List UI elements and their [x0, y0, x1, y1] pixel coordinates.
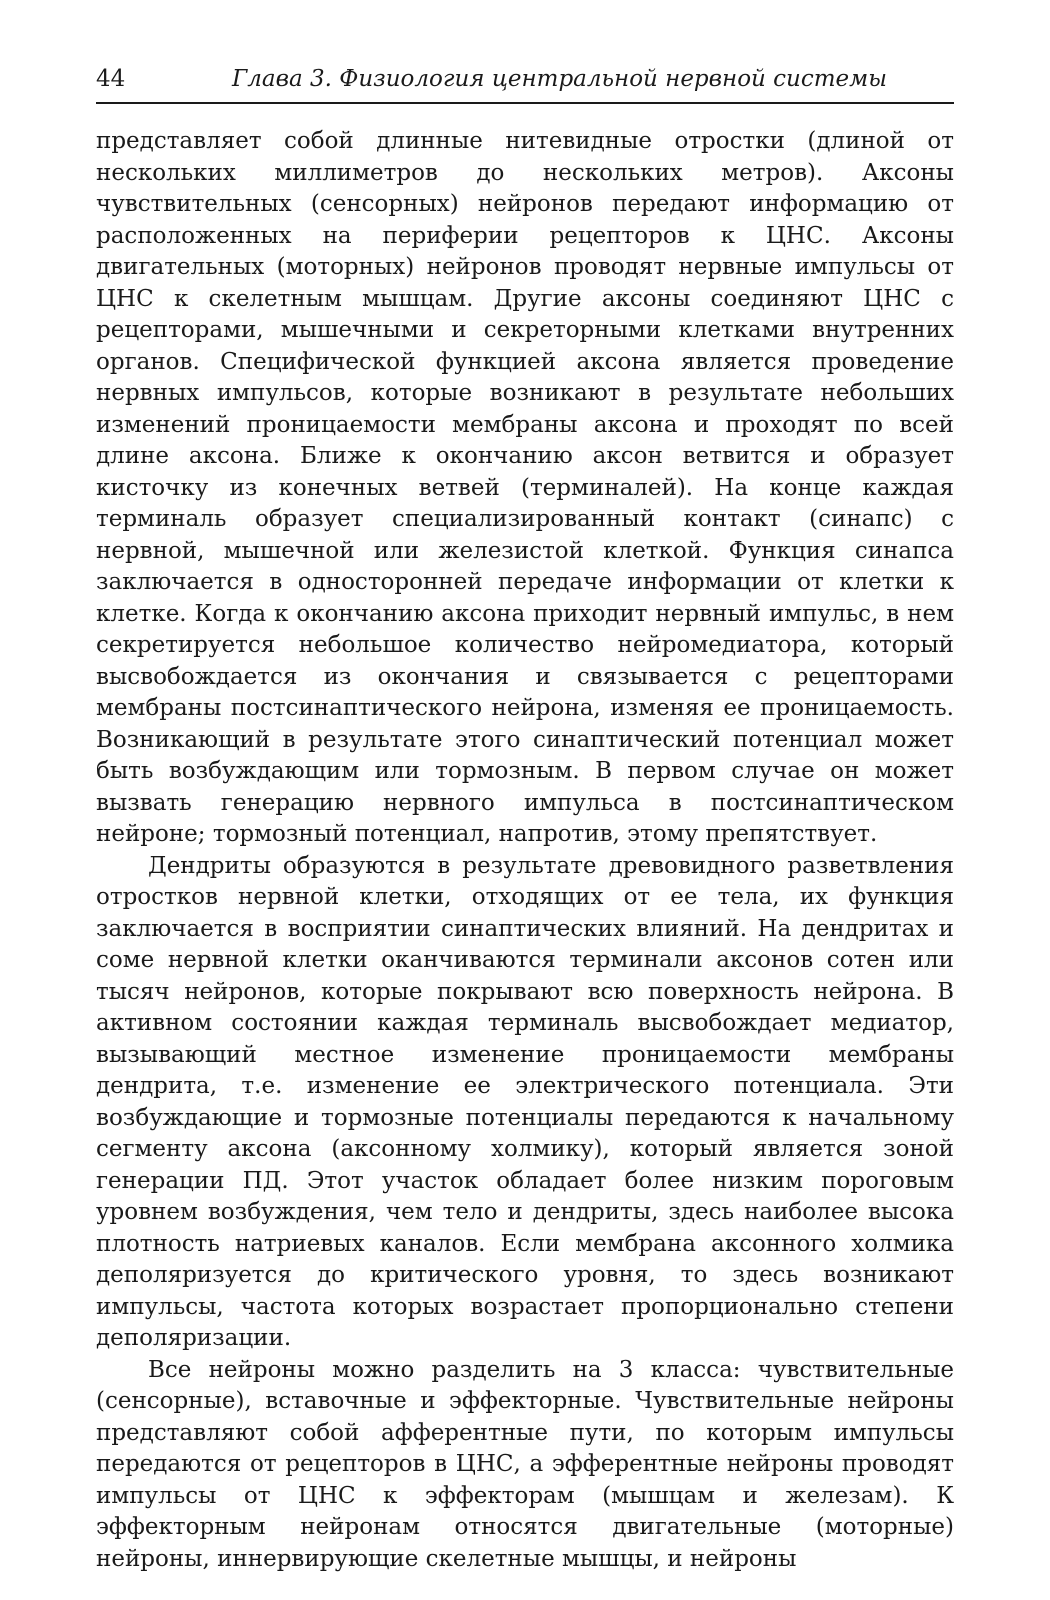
- paragraph-neuron-classes: Все нейроны можно разделить на 3 класса: чувствительные (сенсорные), вставочные и эффекторные. Чувствительные нейроны представляют собой афферентные пути, по которым импульсы передаются от рецепторов в ЦНС, а эфферентные нейроны проводят импульсы от ЦНС к эффекторам (мышцам и железам). К эффекторным нейронам относятся двигательные (моторные) нейроны, иннервирующие скелетные мышцы, и нейроны: [96, 1356, 954, 1572]
- chapter-title: Глава 3. Физиология центральной нервной системы: [232, 66, 887, 92]
- book-page: [96, 62, 954, 1572]
- paragraph-axon-continuation: представляет собой длинные нитевидные отростки (длиной от нескольких миллиметров до нескольких метров). Аксоны чувствительных (сенсорных) нейронов передают информацию от расположенных на периферии рецепторов к ЦНС. Аксоны двигательных (моторных) нейронов проводят нервные импульсы от ЦНС к скелетным мышцам. Другие аксоны соединяют ЦНС с рецепторами, мышечными и секреторными клетками внутренних органов. Специфической функцией аксона является проведение нервных импульсов, которые возникают в результате небольших изменений проницаемости мембраны аксона и проходят по всей длине аксона. Ближе к окончанию аксон ветвится и образует кисточку из конечных ветвей (терминалей). На конце каждая терминаль образует специализированный контакт (синапс) с нервной, мышечной или железистой клеткой. Функция синапса заключается в односторонней передаче информации от клетки к клетке. Когда к окончанию аксона приходит нервный импульс, в нем секретируется небольшое количество нейромедиатора, который высвобождается из окончания и связывается с рецепторами мембраны постсинаптического нейрона, изменяя ее проницаемость. Возникающий в результате этого синаптический потенциал может быть возбуждающим или тормозным. В первом случае он может вызвать генерацию нервного импульса в постсинаптическом нейроне; тормозный потенциал, напротив, этому препятствует.: [96, 128, 954, 847]
- running-header: [96, 62, 954, 104]
- page-number: 44: [96, 66, 126, 92]
- paragraph-dendrites: Дендриты образуются в результате древовидного разветвления отростков нервной клетки, отходящих от ее тела, их функция заключается в восприятии синаптических влияний. На дендритах и соме нервной клетки оканчиваются терминали аксонов сотен или тысяч нейронов, которые покрывают всю поверхность нейрона. В активном состоянии каждая терминаль высвобождает медиатор, вызывающий местное изменение проницаемости мембраны дендрита, т.е. изменение ее электрического потенциала. Эти возбуждающие и тормозные потенциалы передаются к начальному сегменту аксона (аксонному холмику), который является зоной генерации ПД. Этот участок обладает более низким пороговым уровнем возбуждения, чем тело и дендриты, здесь наиболее высока плотность натриевых каналов. Если мембрана аксонного холмика деполяризуется до критического уровня, то здесь возникают импульсы, частота которых возрастает пропорционально степени деполяризации.: [96, 852, 954, 1351]
- body-text: [96, 126, 954, 1575]
